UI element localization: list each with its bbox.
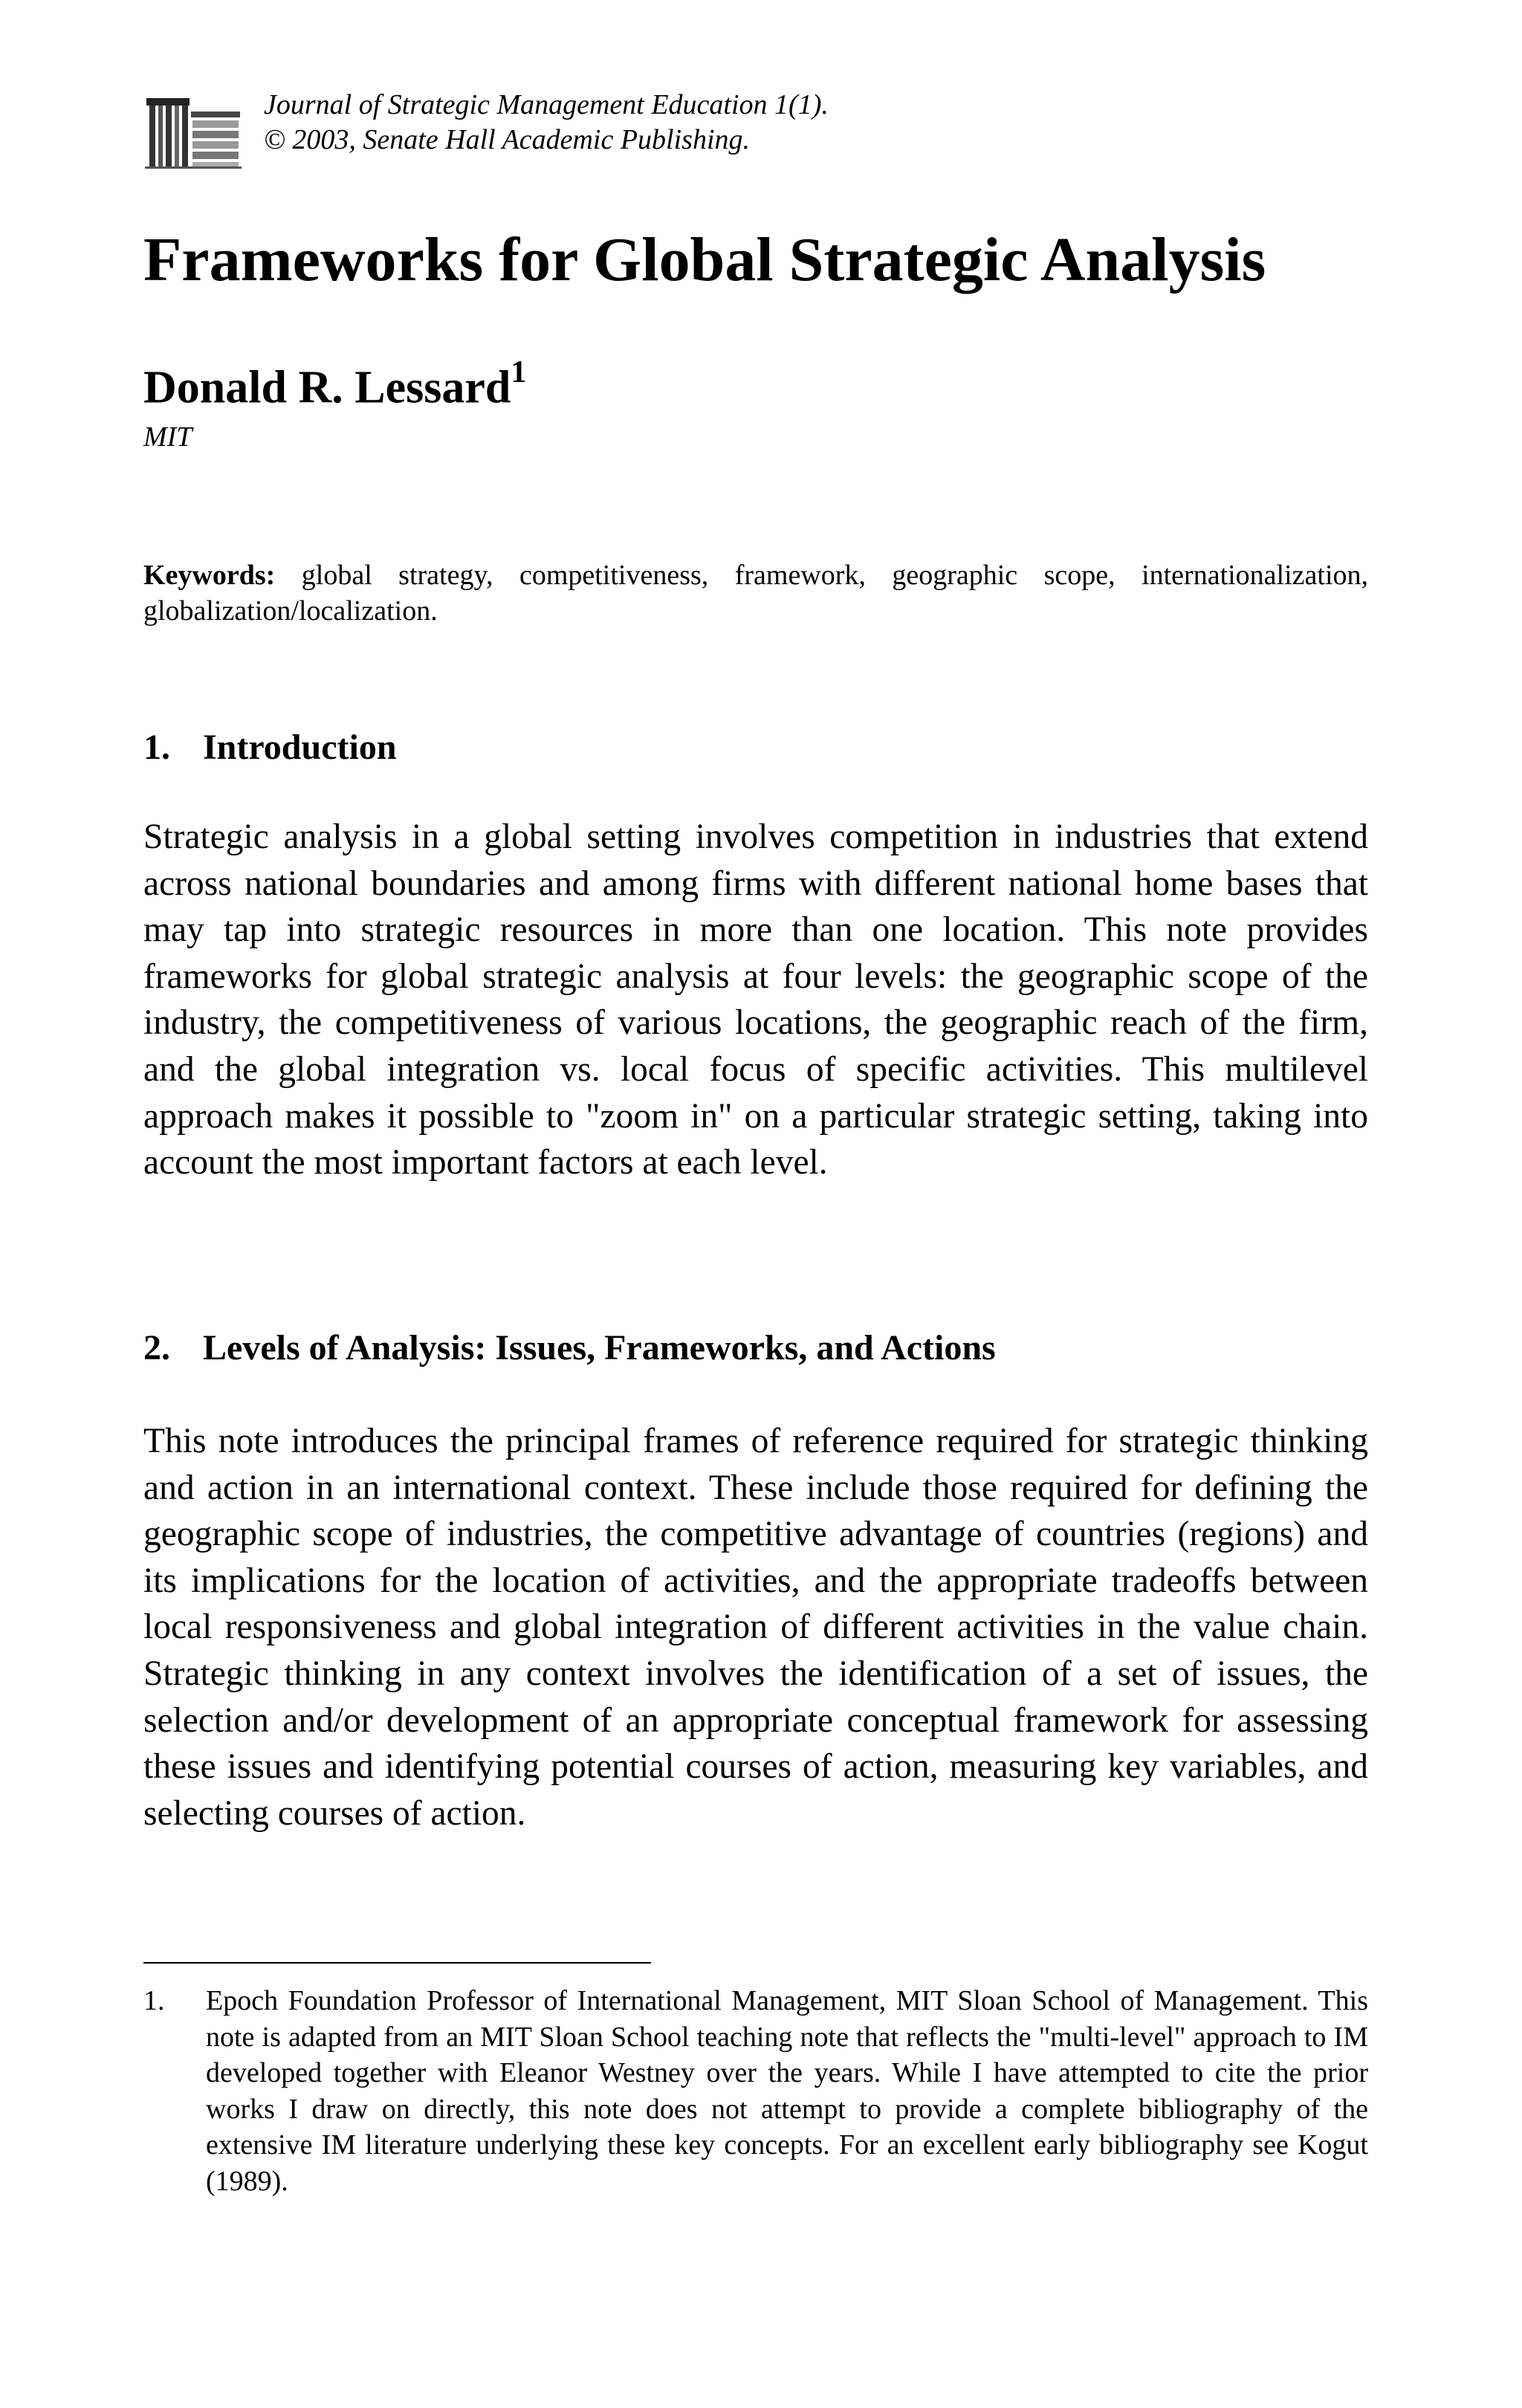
journal-header <box>145 88 1260 169</box>
footnote-text: Epoch Foundation Professor of International Management, MIT Sloan School of Management. This note is adapted from an MIT Sloan School teaching note that reflects the "multi-level" approach to IM developed together with Eleanor Westney over the years. While I have attempted to cite the prior works I draw on directly, this note does not attempt to provide a complete bibliography of the extensive IM literature underlying these key concepts. For an excellent early bibliography see Kogut (1989). <box>206 1985 1368 2197</box>
section-title: Levels of Analysis: Issues, Frameworks, and Actions <box>203 1328 996 1368</box>
section-number: 2. <box>143 1328 170 1368</box>
author-name: Donald R. Lessard <box>143 362 511 413</box>
section-heading-levels-of-analysis <box>143 1327 996 1370</box>
section-body-introduction: Strategic analysis in a global setting involves competition in industries that extend across national boundaries and among firms with different national home bases that may tap into strategic resources in more than one location. This note provides frameworks for global strategic analysis at four levels: the geographic scope of the industry, the competitiveness of various locations, the geographic reach of the firm, and the global integration vs. local focus of specific activities. This multilevel approach makes it possible to "zoom in" on a particular strategic setting, taking into account the most important factors at each level. <box>143 818 1368 1182</box>
keywords-text: global strategy, competitiveness, framework, geographic scope, internationalization, globalization/localization. <box>143 560 1369 627</box>
author-affiliation: MIT <box>143 421 192 453</box>
section-heading-introduction <box>143 726 397 769</box>
section-body-levels-of-analysis: This note introduces the principal frames of reference required for strategic thinking and action in an international context. These include those required for defining the geographic scope of industries, the competitive advantage of countries (regions) and its implications for the location of activities, and the appropriate tradeoffs between local responsiveness and global integration of different activities in the value chain. Strategic thinking in any context involves the identification of a set of issues, the selection and/or development of an appropriate conceptual framework for assessing these issues and identifying potential courses of action, measuring key variables, and selecting courses of action. <box>143 1422 1368 1833</box>
article-title: Frameworks for Global Strategic Analysis <box>143 225 1266 294</box>
journal-line: Journal of Strategic Management Education 1(1). <box>264 89 829 120</box>
keywords <box>143 557 1368 629</box>
building-columns-icon <box>145 91 243 169</box>
keywords-label: Keywords: <box>143 560 276 591</box>
footnote-number: 1. <box>143 1985 165 2016</box>
copyright-line: © 2003, Senate Hall Academic Publishing. <box>264 124 751 155</box>
section-number: 1. <box>143 728 170 767</box>
journal-citation <box>264 88 829 158</box>
footnote <box>143 1983 1368 2199</box>
footnote-divider <box>143 1962 651 1964</box>
author-footnote-mark: 1 <box>511 355 527 389</box>
author-name-block <box>143 349 526 415</box>
section-title: Introduction <box>203 728 397 767</box>
